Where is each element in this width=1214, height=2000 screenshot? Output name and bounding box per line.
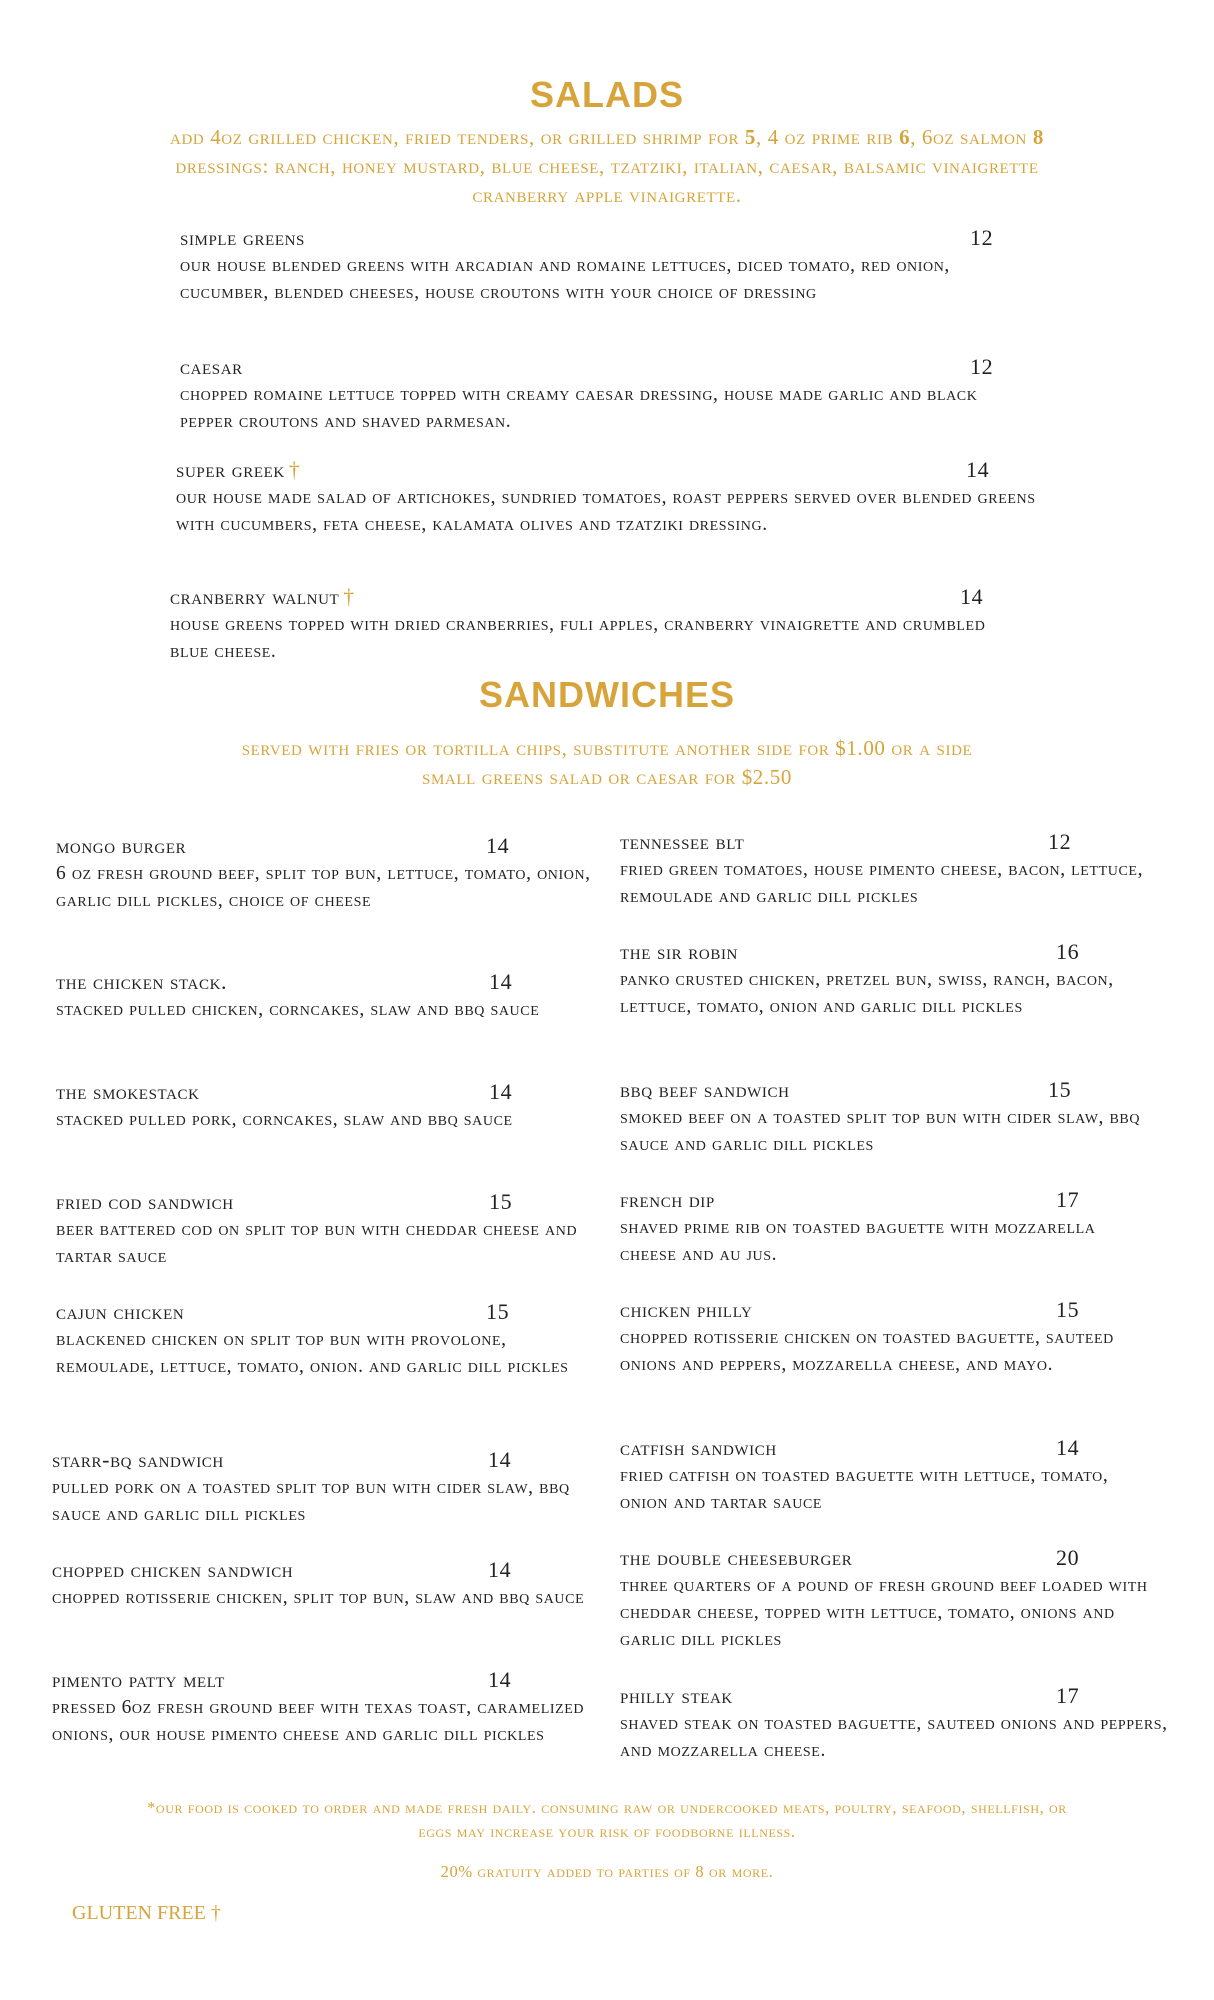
sandwich-item xyxy=(620,1682,1170,1764)
sandwich-item xyxy=(56,1298,596,1380)
item-price: 14 xyxy=(966,457,990,482)
sandwich-item xyxy=(620,1434,1160,1516)
item-description: chopped rotisserie chicken, split top bun, slaw and bbq sauce xyxy=(52,1587,585,1608)
item-name: cranberry walnut xyxy=(170,584,340,609)
salads-dressings-line: dressings: ranch, honey mustard, blue cheese, tzatziki, italian, caesar, balsamic vinaigrette xyxy=(175,154,1039,178)
item-price: 14 xyxy=(489,1079,513,1104)
item-description: fried green tomatoes, house pimento cheese, bacon, lettuce, remoulade and garlic dill pickles xyxy=(620,859,1144,907)
sandwich-item xyxy=(56,968,606,1023)
item-name: super greek xyxy=(176,457,285,482)
item-price: 15 xyxy=(1056,1297,1080,1322)
item-description: three quarters of a pound of fresh ground beef loaded with cheddar cheese, topped with lettuce, tomato, onions and garlic dill pickles xyxy=(620,1575,1148,1650)
item-name: chopped chicken sandwich xyxy=(52,1557,294,1582)
sandwich-item xyxy=(620,828,1170,910)
item-description: panko crusted chicken, pretzel bun, swiss, ranch, bacon, lettuce, tomato, onion and garlic dill pickles xyxy=(620,969,1114,1017)
gluten-free-label: GLUTEN FREE xyxy=(72,1902,206,1924)
item-description: smoked beef on a toasted split top bun with cider slaw, bbq sauce and garlic dill pickles xyxy=(620,1107,1141,1155)
item-price: 20 xyxy=(1056,1545,1080,1570)
sandwiches-served-line: served with fries or tortilla chips, substitute another side for $1.00 or a side xyxy=(241,736,973,760)
sandwich-item xyxy=(620,938,1160,1020)
item-description: chopped rotisserie chicken on toasted baguette, sauteed onions and peppers, mozzarella cheese, and mayo. xyxy=(620,1327,1114,1375)
item-price: 14 xyxy=(486,833,510,858)
sandwich-item xyxy=(56,832,596,914)
sandwiches-heading: SANDWICHES xyxy=(478,674,735,715)
item-description: 6 oz fresh ground beef, split top bun, lettuce, tomato, onion, garlic dill pickles, choice of cheese xyxy=(56,863,591,911)
sandwiches-served-line-2: small greens salad or caesar for $2.50 xyxy=(422,765,792,789)
item-name: the sir robin xyxy=(620,939,738,964)
item-name: starr-bq sandwich xyxy=(52,1447,224,1472)
food-safety-warning: *our food is cooked to order and made fresh daily. consuming raw or undercooked meats, poultry, seafood, shellfish, or xyxy=(147,1798,1067,1817)
item-name: chicken philly xyxy=(620,1297,753,1322)
item-price: 15 xyxy=(1048,1077,1072,1102)
item-name: mongo burger xyxy=(56,833,187,858)
item-name: philly steak xyxy=(620,1683,733,1708)
item-description: pulled pork on a toasted split top bun with cider slaw, bbq sauce and garlic dill pickles xyxy=(52,1477,570,1525)
salad-item xyxy=(176,456,1046,538)
item-description: beer battered cod on split top bun with cheddar cheese and tartar sauce xyxy=(56,1219,578,1267)
item-name: catfish sandwich xyxy=(620,1435,777,1460)
item-price: 14 xyxy=(488,1557,512,1582)
item-name: the smokestack xyxy=(56,1079,200,1104)
item-description: house greens topped with dried cranberries, fuli apples, cranberry vinaigrette and crumbled blue cheese. xyxy=(170,614,986,662)
gluten-free-icon: † xyxy=(210,1902,221,1924)
item-description: blackened chicken on split top bun with provolone, remoulade, lettuce, tomato, onion. and garlic dill pickles xyxy=(56,1329,569,1377)
gratuity-note: 20% gratuity added to parties of 8 or more. xyxy=(440,1862,774,1881)
item-name: the double cheeseburger xyxy=(620,1545,853,1570)
item-description: pressed 6oz fresh ground beef with texas toast, caramelized onions, our house pimento cheese and garlic dill pickles xyxy=(52,1697,585,1745)
sandwich-item xyxy=(52,1666,606,1748)
item-description: stacked pulled chicken, corncakes, slaw and bbq sauce xyxy=(56,999,540,1020)
salads-addon-line: add 4oz grilled chicken, fried tenders, or grilled shrimp for 5, 4 oz prime rib 6, 6oz salmon 8 xyxy=(170,125,1044,149)
item-description: fried catfish on toasted baguette with lettuce, tomato, onion and tartar sauce xyxy=(620,1465,1109,1513)
sandwich-item xyxy=(620,1296,1160,1378)
salads-dressings-line-2: cranberry apple vinaigrette. xyxy=(472,183,742,207)
sandwich-item xyxy=(52,1556,612,1611)
item-price: 16 xyxy=(1056,939,1080,964)
item-name: pimento patty melt xyxy=(52,1667,225,1692)
gluten-free-icon: † xyxy=(343,584,355,609)
item-name: the chicken stack. xyxy=(56,969,228,994)
item-price: 12 xyxy=(1048,829,1072,854)
item-description: our house blended greens with arcadian and romaine lettuces, diced tomato, red onion, cucumber, blended cheeses, house croutons with your choice of dressing xyxy=(180,255,950,303)
sandwich-item xyxy=(52,1446,606,1528)
item-description: stacked pulled pork, corncakes, slaw and bbq sauce xyxy=(56,1109,513,1130)
item-price: 12 xyxy=(970,354,994,379)
item-description: shaved prime rib on toasted baguette with mozzarella cheese and au jus. xyxy=(620,1217,1096,1265)
item-price: 14 xyxy=(1056,1435,1080,1460)
item-price: 12 xyxy=(970,225,994,250)
item-description: chopped romaine lettuce topped with creamy caesar dressing, house made garlic and black pepper croutons and shaved parmesan. xyxy=(180,384,978,432)
item-name: cajun chicken xyxy=(56,1299,185,1324)
food-safety-warning-2: eggs may increase your risk of foodborne illness. xyxy=(418,1822,796,1841)
gluten-free-icon: † xyxy=(288,457,301,482)
salad-item xyxy=(180,353,1010,435)
item-price: 17 xyxy=(1056,1683,1080,1708)
sandwich-item xyxy=(56,1188,606,1270)
item-price: 15 xyxy=(486,1299,510,1324)
item-price: 14 xyxy=(488,1667,512,1692)
item-name: french dip xyxy=(620,1187,715,1212)
sandwich-item xyxy=(620,1544,1170,1653)
item-name: caesar xyxy=(180,354,243,379)
item-description: shaved steak on toasted baguette, sauteed onions and peppers, and mozzarella cheese. xyxy=(620,1713,1168,1761)
item-name: simple greens xyxy=(180,225,305,250)
item-price: 17 xyxy=(1056,1187,1080,1212)
salad-item xyxy=(180,224,1040,306)
sandwich-item xyxy=(620,1186,1120,1268)
item-price: 14 xyxy=(960,584,984,609)
salads-heading: SALADS xyxy=(529,74,684,115)
item-name: bbq beef sandwich xyxy=(620,1077,790,1102)
item-price: 15 xyxy=(489,1189,513,1214)
sandwich-item xyxy=(620,1076,1170,1158)
item-name: tennessee blt xyxy=(620,829,745,854)
gluten-free-legend xyxy=(72,1902,221,1925)
item-description: our house made salad of artichokes, sundried tomatoes, roast peppers served over blended greens with cucumbers, feta cheese, kalamata olives and tzatziki dressing. xyxy=(176,487,1036,535)
item-name: fried cod sandwich xyxy=(56,1189,234,1214)
item-price: 14 xyxy=(489,969,513,994)
salad-item xyxy=(170,583,1020,665)
sandwich-item xyxy=(56,1078,606,1133)
item-price: 14 xyxy=(488,1447,512,1472)
